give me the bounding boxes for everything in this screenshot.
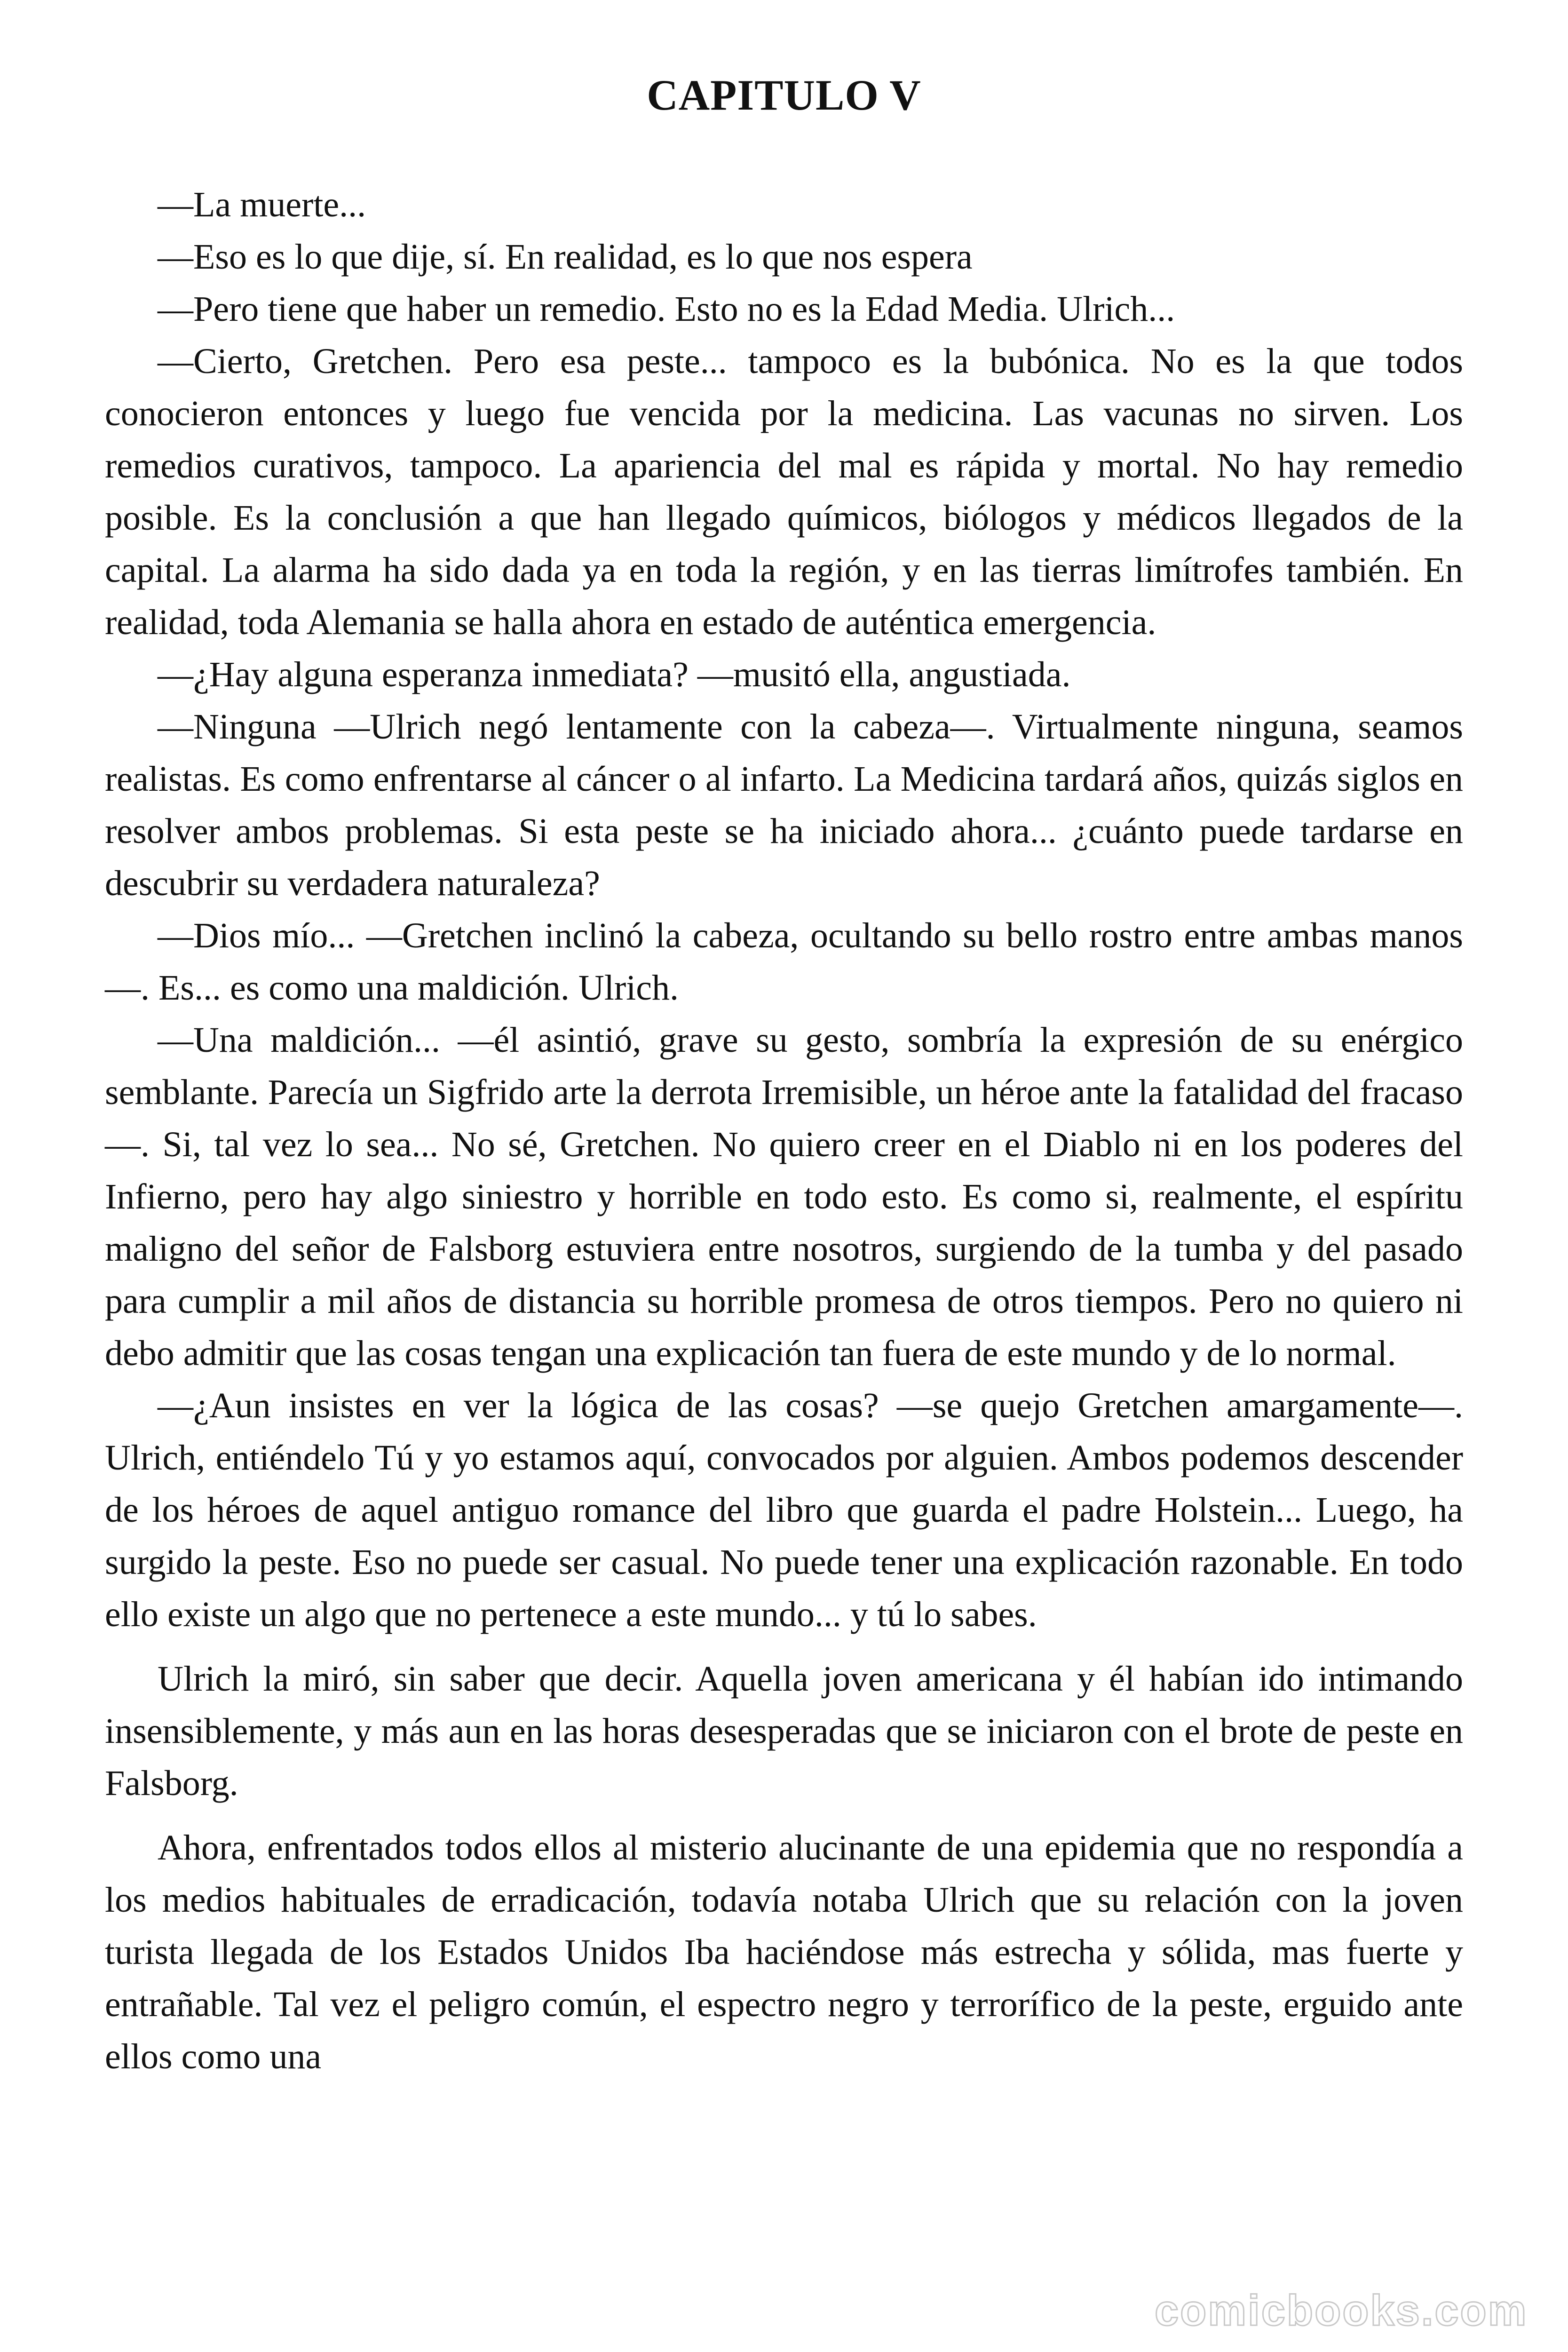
paragraph-1: —La muerte... xyxy=(158,185,366,224)
paragraph-3: —Pero tiene que haber un remedio. Esto no es la Edad Media. Ulrich... xyxy=(158,289,1175,329)
paragraph-9: —¿Aun insistes en ver la lógica de las cosas? —se quejo Gretchen amargamente—. Ulrich, entiéndelo Tú y yo estamos aquí, convocados por alguien. Ambos podemos descender de los héroes de aquel antiguo romance del libro que guarda el padre Holstein... Luego, ha surgido la peste. Eso no puede ser casual. No puede tener una explicación razonable. En todo ello existe un algo que no pertenece a este mundo... y tú lo sabes. xyxy=(105,1386,1463,1634)
chapter-body xyxy=(105,179,1463,2083)
paragraph-4: —Cierto, Gretchen. Pero esa peste... tampoco es la bubónica. No es la que todos conocieron entonces y luego fue vencida por la medicina. Las vacunas no sirven. Los remedios curativos, tampoco. La apariencia del mal es rápida y mortal. No hay remedio posible. Es la conclusión a que han llegado químicos, biólogos y médicos llegados de la capital. La alarma ha sido dada ya en toda la región, y en las tierras limítrofes también. En realidad, toda Alemania se halla ahora en estado de auténtica emergencia. xyxy=(105,342,1463,642)
paragraph-6: —Ninguna —Ulrich negó lentamente con la cabeza—. Virtualmente ninguna, seamos realistas. Es como enfrentarse al cáncer o al infarto. La Medicina tardará años, quizás siglos en resolver ambos problemas. Si esta peste se ha iniciado ahora... ¿cuánto puede tardarse en descubrir su verdadera naturaleza? xyxy=(105,707,1463,903)
watermark-text: comicbooks.com xyxy=(1155,2287,1528,2335)
chapter-title: CAPITULO V xyxy=(647,71,921,119)
book-page xyxy=(105,0,1463,2083)
paragraph-10: Ulrich la miró, sin saber que decir. Aquella joven americana y él habían ido intimando insensiblemente, y más aun en las horas desesperadas que se iniciaron con el brote de peste en Falsborg. xyxy=(105,1659,1463,1803)
paragraph-2: —Eso es lo que dije, sí. En realidad, es lo que nos espera xyxy=(158,237,973,277)
paragraph-11: Ahora, enfrentados todos ellos al misterio alucinante de una epidemia que no respondía a los medios habituales de erradicación, todavía notaba Ulrich que su relación con la joven turista llegada de los Estados Unidos Iba haciéndose más estrecha y sólida, mas fuerte y entrañable. Tal vez el peligro común, el espectro negro y terrorífico de la peste, erguido ante ellos como una xyxy=(105,1828,1463,2076)
paragraph-7: —Dios mío... —Gretchen inclinó la cabeza, ocultando su bello rostro entre ambas manos—. Es... es como una maldición. Ulrich. xyxy=(105,916,1463,1008)
paragraph-5: —¿Hay alguna esperanza inmediata? —musitó ella, angustiada. xyxy=(158,655,1071,694)
paragraph-8: —Una maldición... —él asintió, grave su gesto, sombría la expresión de su enérgico semblante. Parecía un Sigfrido arte la derrota Irremisible, un héroe ante la fatalidad del fracaso—. Si, tal vez lo sea... No sé, Gretchen. No quiero creer en el Diablo ni en los poderes del Infierno, pero hay algo siniestro y horrible en todo esto. Es como si, realmente, el espíritu maligno del señor de Falsborg estuviera entre nosotros, surgiendo de la tumba y del pasado para cumplir a mil años de distancia su horrible promesa de otros tiempos. Pero no quiero ni debo admitir que las cosas tengan una explicación tan fuera de este mundo y de lo normal. xyxy=(105,1020,1463,1373)
